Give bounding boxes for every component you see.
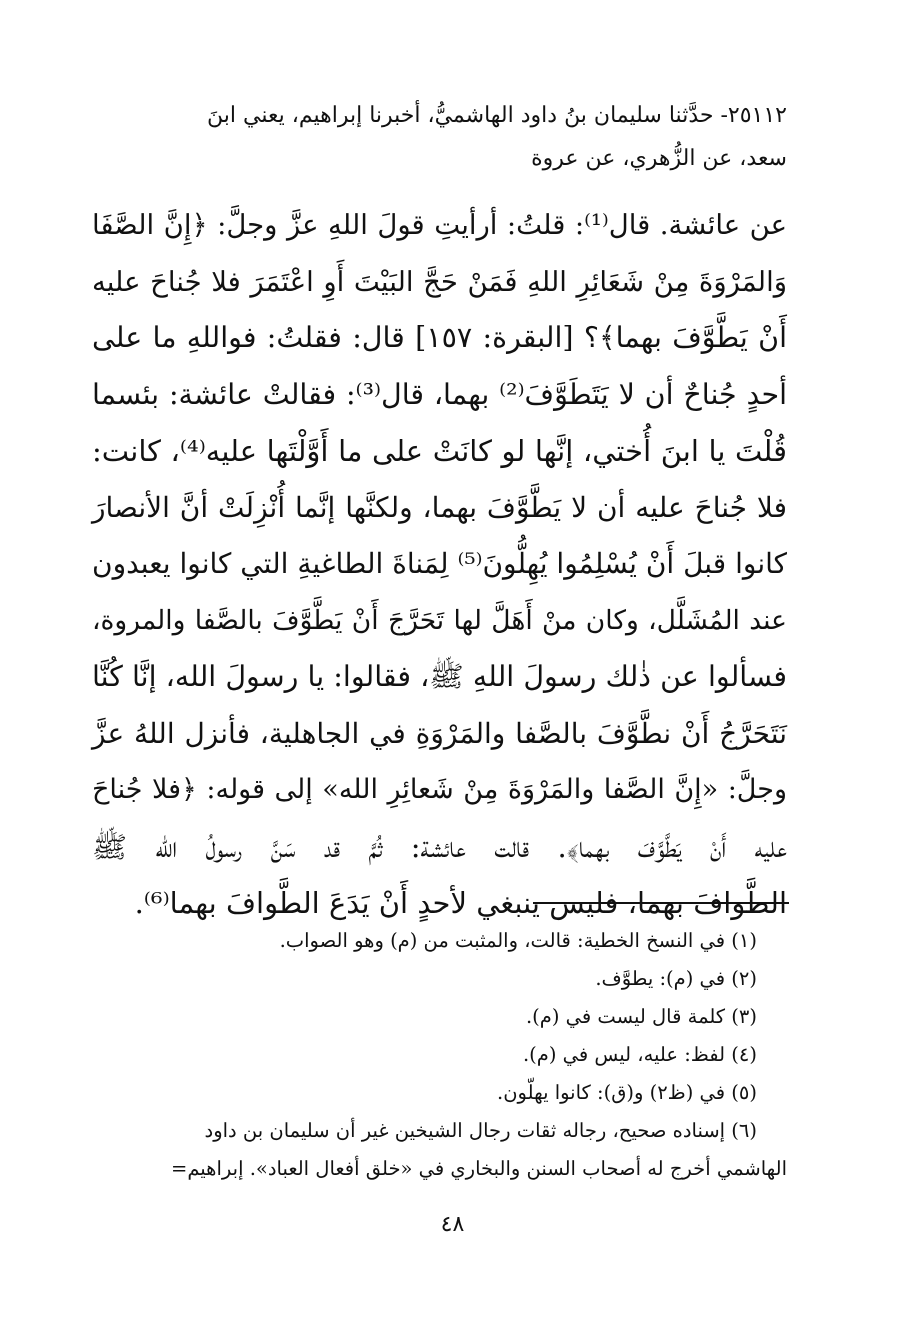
body-line: نَتَحَرَّجُ أَنْ نطَّوَّفَ بالصَّفا والمَرْوَةِ في الجاهلية، فأنزل اللهُ عزَّ (92, 716, 787, 750)
footnote-2: (٢) في (م): يطوَّف. (595, 967, 757, 990)
footnote-1: (١) في النسخ الخطية: قالت، والمثبت من (م) وهو الصواب. (279, 929, 757, 952)
footnote-6-continuation: الهاشمي أخرج له أصحاب السنن والبخاري في «خلق أفعال العباد». إبراهيم= (170, 1157, 787, 1180)
body-line: الطَّوافَ بهما، فليس ينبغي لأحدٍ أَنْ يَدَعَ الطَّوافَ بهما⁽⁶⁾. (134, 886, 787, 920)
hadith-text (92, 197, 787, 932)
body-line: فسألوا عن ذٰلك رسولَ اللهِ ﷺ، فقالوا: يا رسولَ الله، إنَّا كُنَّا (92, 660, 787, 693)
body-line: عن عائشة. قال⁽¹⁾: قلتُ: أرأيتِ قولَ اللهِ عزَّ وجلَّ: ﴿إِنَّ الصَّفَا (92, 209, 787, 241)
body-line: أَنْ يَطَّوَّفَ بهما﴾؟ [البقرة: ١٥٧] قال: فقلتُ: فواللهِ ما على (92, 321, 788, 354)
body-line: قُلْتَ يا ابنَ أُختي، إنَّها لو كانَتْ على ما أَوَّلْتَها عليه⁽⁴⁾، كانت: (92, 434, 787, 468)
footnote-6: (٦) إسناده صحيح، رجاله ثقات رجال الشيخين غير أن سليمان بن داود (204, 1119, 757, 1142)
header-line: سعد، عن الزُّهري، عن عروة (531, 146, 787, 171)
footnote-3: (٣) كلمة قال ليست في (م). (525, 1005, 757, 1028)
body-line: وجلَّ: «إِنَّ الصَّفا والمَرْوَةَ مِنْ شَعائِرِ الله» إلى قوله: ﴿فلا جُناحَ (92, 774, 787, 805)
footnote-5: (٥) في (ظ٢) و(ق): كانوا يهلّون. (497, 1081, 757, 1104)
body-line: كانوا قبلَ أَنْ يُسْلِمُوا يُهِلُّونَ⁽⁵⁾ لِمَناةَ الطاغيةِ التي كانوا يعبدون (92, 547, 787, 580)
body-line: عند المُشَلَّل، وكان منْ أَهَلَّ لها تَحَرَّجَ أَنْ يَطَّوَّفَ بالصَّفا والمروة، (92, 604, 787, 636)
hadith-chain-of-narration (92, 94, 787, 180)
body-line: فلا جُناحَ عليه أن لا يَطَّوَّفَ بهما، ولكنَّها إنَّما أُنْزِلَتْ أنَّ الأنصارَ (92, 490, 787, 524)
footnote-divider (533, 902, 789, 904)
footnotes (92, 922, 787, 1188)
header-line: ٢٥١١٢- حدَّثنا سليمان بنُ داود الهاشميُّ، أخبرنا إبراهيم، يعني ابنَ (207, 103, 787, 128)
body-line: وَالمَرْوَةَ مِنْ شَعَائِرِ اللهِ فَمَنْ حَجَّ البَيْتَ أَوِ اعْتَمَرَ فلا جُناحَ عليه (92, 265, 787, 298)
footnote-4: (٤) لفظ: عليه، ليس في (م). (522, 1043, 757, 1066)
body-line: عليه أَنْ يَطَّوَّفَ بهما﴾. قالت عائشة: ثُمَّ قد سَنَّ رسولُ الله ﷺ (92, 829, 787, 864)
body-line: أحدٍ جُناحٌ أن لا يَتَطَوَّفَ⁽²⁾ بهما، قال⁽³⁾: فقالتْ عائشة: بئسما (92, 377, 787, 411)
page-number: ٤٨ (440, 1212, 465, 1237)
